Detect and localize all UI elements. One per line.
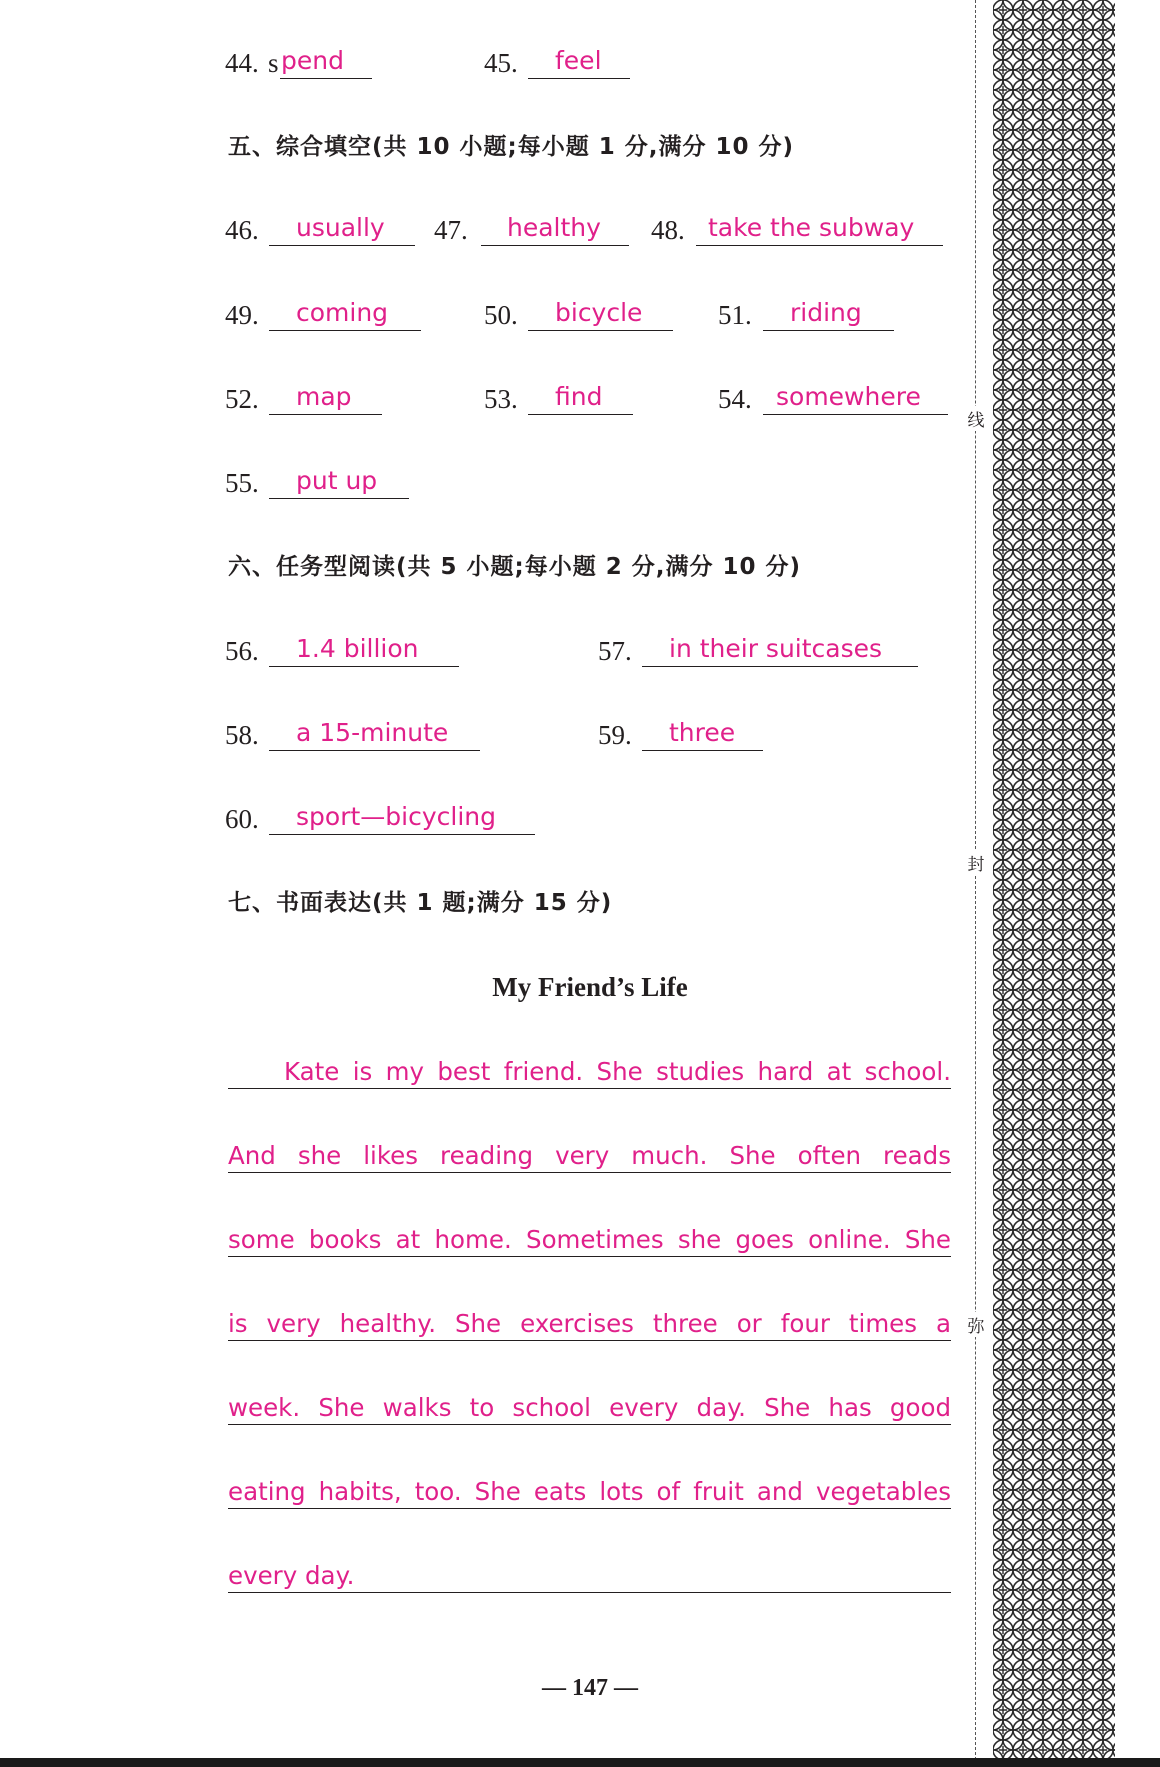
question-number: 45.: [484, 48, 518, 78]
decorative-pattern-strip: [993, 0, 1115, 1760]
answer-text: usually: [296, 213, 385, 242]
answer-text: somewhere: [776, 382, 921, 411]
answer-text: in their suitcases: [669, 634, 883, 663]
essay-line: [228, 1222, 951, 1257]
binding-char-xian: 线: [965, 406, 987, 431]
binding-dashed-line: [975, 0, 976, 1760]
question-number: 56.: [225, 636, 259, 666]
answer-prefix: s: [268, 48, 279, 78]
answer-text: take the subway: [708, 213, 915, 242]
question-number: 60.: [225, 804, 259, 834]
answer-text: coming: [296, 298, 389, 327]
question-number: 54.: [718, 384, 752, 414]
question-number: 52.: [225, 384, 259, 414]
answer-text: put up: [296, 466, 378, 495]
essay-text: Kate is my best friend. She studies hard at school.: [284, 1057, 951, 1086]
essay-title: My Friend’s Life: [492, 972, 688, 1002]
question-number: 51.: [718, 300, 752, 330]
question-number: 46.: [225, 215, 259, 245]
essay-line: [228, 1558, 951, 1593]
essay-line: [228, 1138, 951, 1173]
answer-text: healthy: [507, 213, 601, 242]
answer-text: map: [296, 382, 352, 411]
essay-text: every day.: [228, 1561, 355, 1590]
question-number: 58.: [225, 720, 259, 750]
essay-text: some books at home. Sometimes she goes online. She: [228, 1225, 951, 1254]
essay-line: [228, 1306, 951, 1341]
essay-line: [228, 1390, 951, 1425]
section-heading: 六、任务型阅读(共 5 小题;每小题 2 分,满分 10 分): [228, 554, 802, 580]
answer-text: three: [669, 718, 736, 747]
essay-text: is very healthy. She exercises three or four times a: [228, 1309, 951, 1338]
bottom-edge-bar: [0, 1758, 1160, 1767]
binding-char-feng: 封: [965, 850, 987, 875]
question-number: 57.: [598, 636, 632, 666]
answer-text: bicycle: [555, 298, 643, 327]
question-number: 47.: [434, 215, 468, 245]
section-heading: 五、综合填空(共 10 小题;每小题 1 分,满分 10 分): [228, 134, 795, 160]
answer-text: find: [555, 382, 603, 411]
answer-text: riding: [790, 298, 862, 327]
essay-text: And she likes reading very much. She often reads: [228, 1141, 951, 1170]
essay-text: week. She walks to school every day. She has good: [228, 1393, 951, 1422]
answer-text: a 15-minute: [296, 718, 449, 747]
question-number: 49.: [225, 300, 259, 330]
answer-text: 1.4 billion: [296, 634, 419, 663]
question-number: 53.: [484, 384, 518, 414]
question-number: 59.: [598, 720, 632, 750]
essay-text: eating habits, too. She eats lots of fruit and vegetables: [228, 1477, 951, 1506]
question-number: 55.: [225, 468, 259, 498]
question-number: 44.: [225, 48, 259, 78]
section-heading: 七、书面表达(共 1 题;满分 15 分): [228, 890, 613, 916]
binding-char-mi: 弥: [965, 1312, 987, 1337]
essay-line: [228, 1474, 951, 1509]
answer-text: sport—bicycling: [296, 802, 496, 831]
essay-line: [228, 1054, 951, 1089]
question-number: 50.: [484, 300, 518, 330]
question-number: 48.: [651, 215, 685, 245]
answer-text: pend: [281, 46, 344, 75]
answer-text: feel: [555, 46, 602, 75]
page-number: — 147 —: [542, 1675, 638, 1701]
